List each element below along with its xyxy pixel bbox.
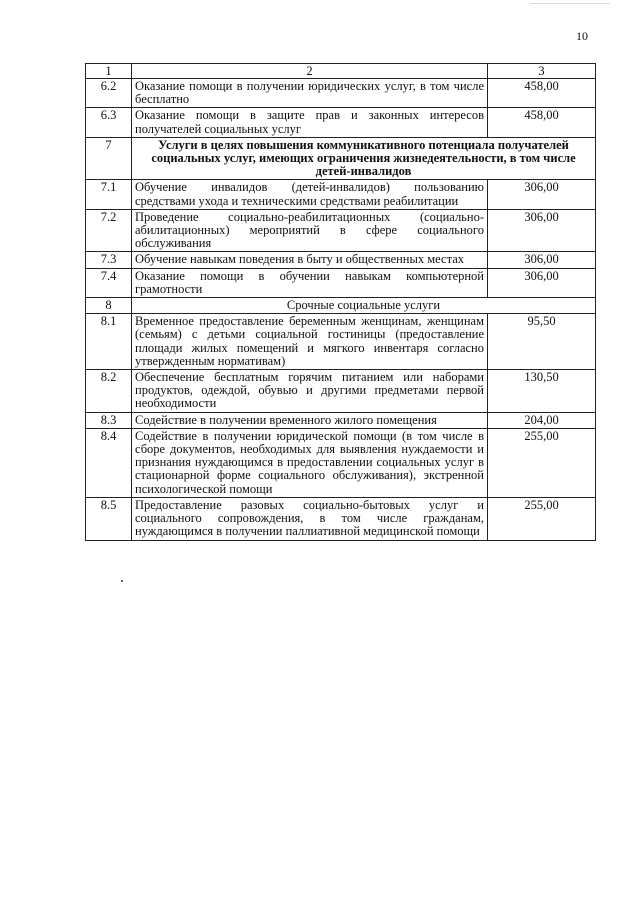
row-number: 8.5 — [86, 497, 132, 540]
service-description: Временное предоставление беременным женщинам, женщинам (семьям) с детьми социальной гостиницы (предоставление площади жилых помещений и мягкого инвентаря согласно утвержденным нормативам) — [132, 314, 488, 370]
scan-artifact — [530, 3, 610, 4]
service-description: Проведение социально-реабилитационных (социально-абилитационных) мероприятий в сфере социального обслуживания — [132, 209, 488, 252]
table-row — [86, 268, 596, 297]
header-col-3: 3 — [488, 64, 596, 79]
scan-dot — [121, 580, 123, 582]
section-row — [86, 298, 596, 314]
table-row — [86, 79, 596, 108]
service-price: 458,00 — [488, 108, 596, 137]
service-price: 306,00 — [488, 252, 596, 268]
service-description: Содействие в получении юридической помощи (в том числе в сборе документов, необходимых для выявления нуждаемости и признания нуждающимся в предоставлении социальных услуг в стационарной форме социального обслуживания), экстренной психологической помощи — [132, 428, 488, 497]
row-number: 7.2 — [86, 209, 132, 252]
row-number: 8 — [86, 298, 132, 314]
row-number: 8.4 — [86, 428, 132, 497]
table-row — [86, 497, 596, 540]
row-number: 7 — [86, 137, 132, 180]
table-row — [86, 428, 596, 497]
row-number: 6.2 — [86, 79, 132, 108]
section-title: Срочные социальные услуги — [132, 298, 596, 314]
services-price-table — [85, 63, 596, 541]
table-header-row — [86, 64, 596, 79]
page-number: 10 — [576, 29, 588, 43]
section-row — [86, 137, 596, 180]
row-number: 6.3 — [86, 108, 132, 137]
service-price: 204,00 — [488, 412, 596, 428]
service-description: Содействие в получении временного жилого помещения — [132, 412, 488, 428]
service-price: 306,00 — [488, 268, 596, 297]
row-number: 7.1 — [86, 180, 132, 209]
service-description: Обеспечение бесплатным горячим питанием или наборами продуктов, одеждой, обувью и другими предметами первой необходимости — [132, 370, 488, 413]
row-number: 7.3 — [86, 252, 132, 268]
row-number: 8.1 — [86, 314, 132, 370]
service-price: 130,50 — [488, 370, 596, 413]
header-col-1: 1 — [86, 64, 132, 79]
table-row — [86, 314, 596, 370]
service-price: 255,00 — [488, 428, 596, 497]
service-price: 458,00 — [488, 79, 596, 108]
service-price: 306,00 — [488, 209, 596, 252]
service-description: Предоставление разовых социально-бытовых услуг и социального сопровождения, в том числе гражданам, нуждающимся в получении паллиативной медицинской помощи — [132, 497, 488, 540]
row-number: 7.4 — [86, 268, 132, 297]
table-row — [86, 370, 596, 413]
service-price: 255,00 — [488, 497, 596, 540]
service-price: 95,50 — [488, 314, 596, 370]
header-col-2: 2 — [132, 64, 488, 79]
table-row — [86, 209, 596, 252]
service-description: Обучение инвалидов (детей-инвалидов) пользованию средствами ухода и техническими средствами реабилитации — [132, 180, 488, 209]
service-description: Оказание помощи в обучении навыкам компьютерной грамотности — [132, 268, 488, 297]
service-description: Обучение навыкам поведения в быту и общественных местах — [132, 252, 488, 268]
table-row — [86, 412, 596, 428]
service-description: Оказание помощи в получении юридических услуг, в том числе бесплатно — [132, 79, 488, 108]
table-row — [86, 252, 596, 268]
service-price: 306,00 — [488, 180, 596, 209]
row-number: 8.2 — [86, 370, 132, 413]
service-description: Оказание помощи в защите прав и законных интересов получателей социальных услуг — [132, 108, 488, 137]
table-row — [86, 108, 596, 137]
row-number: 8.3 — [86, 412, 132, 428]
section-title: Услуги в целях повышения коммуникативного потенциала получателей социальных услуг, имеющих ограничения жизнедеятельности, в том числе детей-инвалидов — [132, 137, 596, 180]
table-row — [86, 180, 596, 209]
